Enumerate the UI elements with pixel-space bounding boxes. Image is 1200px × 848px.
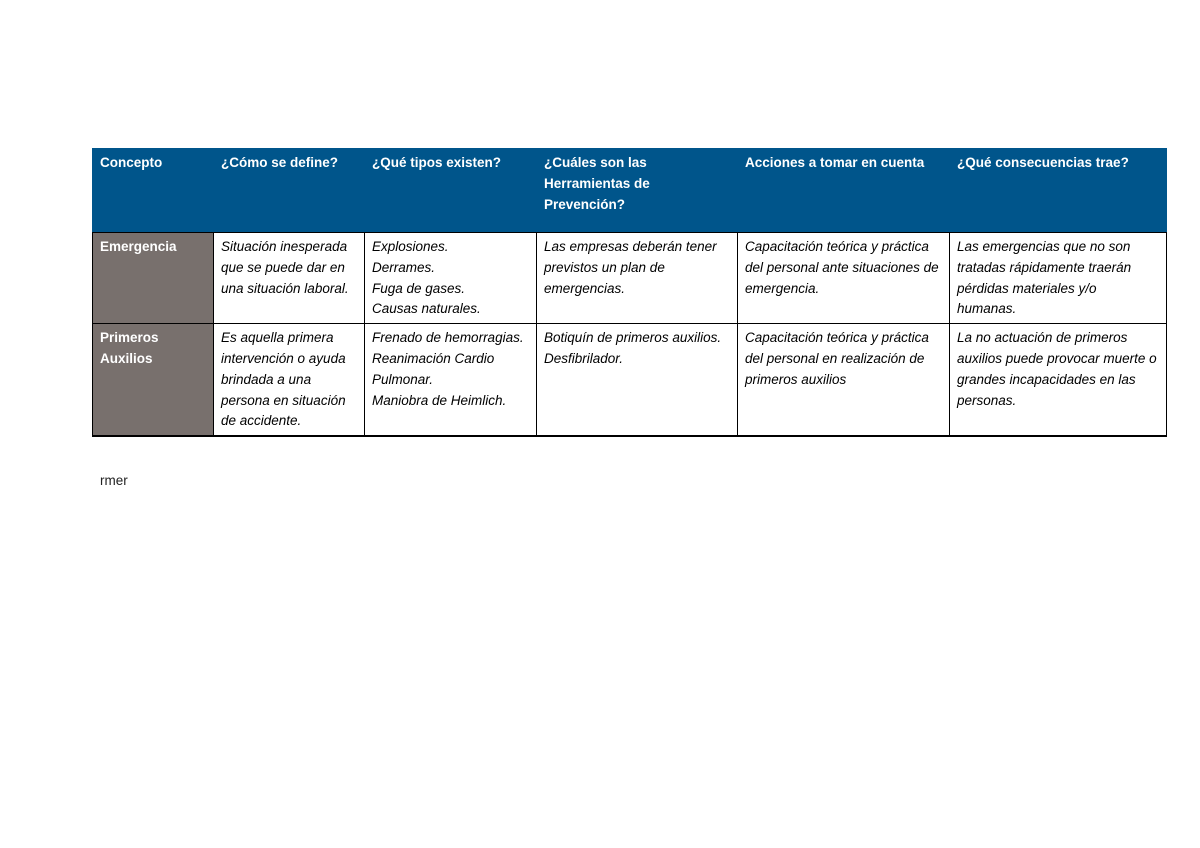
header-acciones: Acciones a tomar en cuenta (738, 149, 950, 233)
row-concept-primeros-auxilios: Primeros Auxilios (93, 324, 214, 436)
table-header-row (93, 149, 1167, 233)
type-item: Causas naturales. (372, 301, 481, 317)
cell-actions: Capacitación teórica y práctica del personal en realización de primeros auxilios (738, 324, 950, 436)
table-row (93, 233, 1167, 324)
row-concept-emergencia: Emergencia (93, 233, 214, 324)
type-item: Frenado de hemorragias. (372, 330, 524, 346)
header-concepto: Concepto (93, 149, 214, 233)
cell-actions: Capacitación teórica y práctica del personal ante situaciones de emergencia. (738, 233, 950, 324)
footer-text: rmer (100, 473, 128, 488)
type-item: Explosiones. (372, 239, 449, 254)
cell-definition: Situación inesperada que se puede dar en una situación laboral. (214, 233, 365, 324)
table-row (93, 324, 1167, 436)
type-item: Derrames. (372, 259, 436, 275)
tool-item: Botiquín de primeros auxilios. (544, 330, 722, 346)
tool-item: Desfibrilador. (544, 350, 624, 366)
header-consecuencias: ¿Qué consecuencias trae? (950, 149, 1167, 233)
tool-item: Las empresas deberán tener previstos un plan de emergencias. (544, 239, 717, 296)
header-como-se-define: ¿Cómo se define? (214, 149, 365, 233)
cell-types (365, 233, 537, 324)
type-item: Reanimación Cardio Pulmonar. (372, 350, 495, 387)
cell-types (365, 324, 537, 436)
type-item: Fuga de gases. (372, 280, 466, 296)
type-item: Maniobra de Heimlich. (372, 392, 507, 408)
header-que-tipos-existen: ¿Qué tipos existen? (365, 149, 537, 233)
concept-table (92, 148, 1167, 437)
cell-definition: Es aquella primera intervención o ayuda brindada a una persona en situación de accidente. (214, 324, 365, 436)
cell-tools (537, 324, 738, 436)
header-herramientas-prevencion: ¿Cuáles son las Herramientas de Prevención? (537, 149, 738, 233)
cell-consequences: Las emergencias que no son tratadas rápidamente traerán pérdidas materiales y/o humanas. (950, 233, 1167, 324)
cell-consequences: La no actuación de primeros auxilios puede provocar muerte o grandes incapacidades en las personas. (950, 324, 1167, 436)
cell-tools (537, 233, 738, 324)
